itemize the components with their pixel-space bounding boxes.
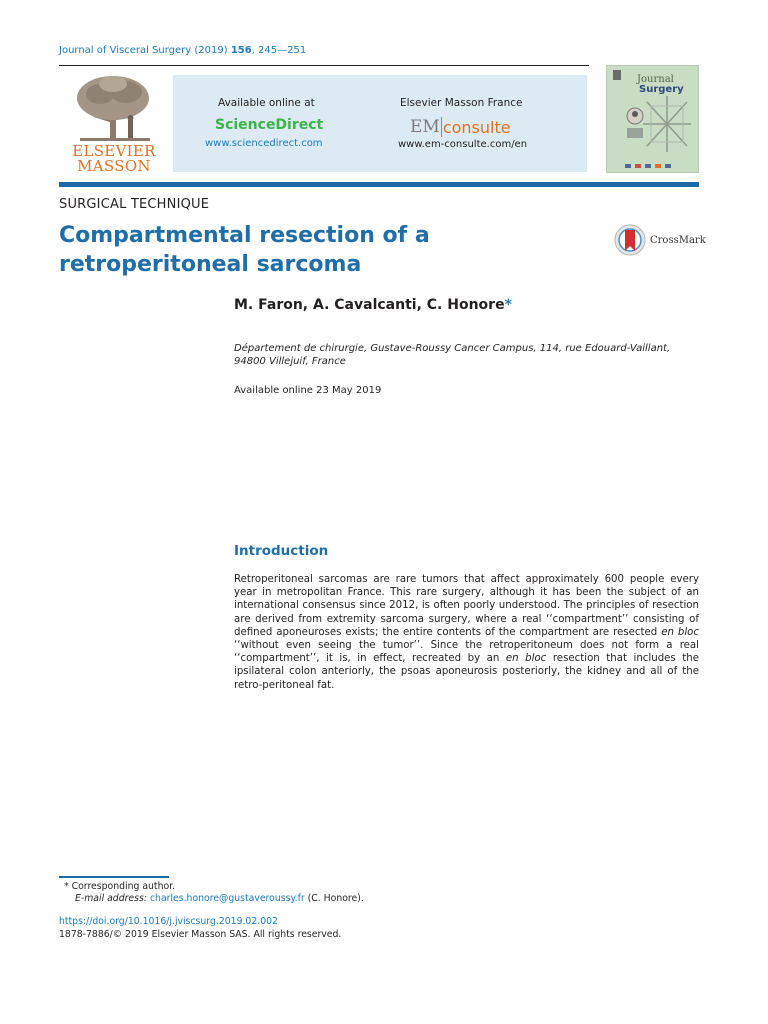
article-title-line1: Compartmental resection of a bbox=[59, 223, 430, 248]
available-online-date: Available online 23 May 2019 bbox=[234, 385, 382, 396]
em-logo-divider bbox=[441, 117, 442, 137]
elsevier-masson-france-label: Elsevier Masson France bbox=[400, 97, 523, 109]
header-thick-rule bbox=[59, 182, 699, 187]
em-consulte-logo[interactable] bbox=[410, 115, 511, 139]
email-footnote bbox=[75, 893, 364, 904]
journal-volume: 156 bbox=[230, 45, 252, 56]
intro-text-part1: Retroperitoneal sarcomas are rare tumors that affect approximately 600 people every year in metropolitan France. This rare surgery, although it has been the subject of an international consensus since 2012, is often poorly understood. The principles of resection are derived from extremity sarcoma surgery, where a real ‘‘compartment’’ consisting of defined aponeuroses exists; the entire contents of the compartment are resected bbox=[234, 574, 699, 638]
section-type: SURGICAL TECHNIQUE bbox=[59, 197, 210, 212]
journal-reference[interactable] bbox=[59, 45, 306, 56]
affiliation: Département de chirurgie, Gustave-Roussy Cancer Campus, 114, rue Edouard-Vaillant, 94800 Villejuif, France bbox=[234, 343, 671, 367]
doi-link[interactable]: https://doi.org/10.1016/j.jviscsurg.2019.02.002 bbox=[59, 916, 278, 927]
masson-word: MASSON bbox=[77, 157, 151, 175]
cover-surgery-word: Surgery bbox=[639, 84, 684, 95]
journal-cover-thumbnail[interactable] bbox=[606, 65, 699, 173]
elsevier-masson-wordmark bbox=[66, 144, 162, 174]
consulte-logo-text: consulte bbox=[442, 117, 511, 137]
authors bbox=[234, 297, 512, 313]
article-title-line2: retroperitoneal sarcoma bbox=[59, 252, 362, 277]
journal-pages: , 245—251 bbox=[251, 45, 307, 56]
article-title bbox=[59, 221, 539, 279]
em-logo-text: EM bbox=[410, 117, 440, 137]
availability-banner bbox=[173, 75, 587, 172]
em-consulte-link[interactable]: www.em-consulte.com/en bbox=[398, 139, 528, 150]
intro-text-part3: resection that includes the ipsilateral colon anteriorly, the psoas aponeurosis posteriorly, the kidney and all of the retro-peritoneal fat. bbox=[234, 653, 699, 691]
copyright: 1878-7886/© 2019 Elsevier Masson SAS. All rights reserved. bbox=[59, 929, 342, 940]
crossmark-icon bbox=[614, 224, 646, 256]
introduction-paragraph bbox=[234, 573, 699, 692]
elsevier-word: ELSEVIER bbox=[72, 142, 156, 160]
cover-journal-word: Journal bbox=[637, 74, 674, 85]
email-label: E-mail address: bbox=[75, 893, 147, 904]
crossmark-label: CrossMark bbox=[650, 234, 706, 246]
footnote-rule bbox=[59, 876, 169, 878]
header-rule bbox=[59, 65, 589, 66]
intro-emphasis1: en bloc bbox=[661, 626, 699, 638]
intro-text-part2: ‘‘without even seeing the tumor’’. Since the retroperitoneum does not form a real ‘‘compartment’’, it is, in effect, recreated by an bbox=[234, 640, 699, 665]
sciencedirect-link[interactable]: www.sciencedirect.com bbox=[205, 138, 323, 149]
corresponding-author-marker[interactable]: * bbox=[504, 297, 512, 313]
crossmark-button[interactable] bbox=[614, 224, 706, 256]
journal-name: Journal of Visceral Surgery (2019) bbox=[59, 45, 228, 56]
intro-emphasis2: en bloc bbox=[505, 653, 547, 665]
corresponding-author-note: * Corresponding author. bbox=[64, 881, 176, 892]
email-suffix: (C. Honore). bbox=[304, 893, 364, 904]
available-online-label: Available online at bbox=[218, 97, 315, 109]
introduction-heading: Introduction bbox=[234, 543, 329, 559]
sciencedirect-logo[interactable]: ScienceDirect bbox=[215, 117, 324, 133]
email-link[interactable]: charles.honore@gustaveroussy.fr bbox=[149, 893, 305, 904]
author-list: M. Faron, A. Cavalcanti, C. Honore bbox=[234, 297, 505, 313]
